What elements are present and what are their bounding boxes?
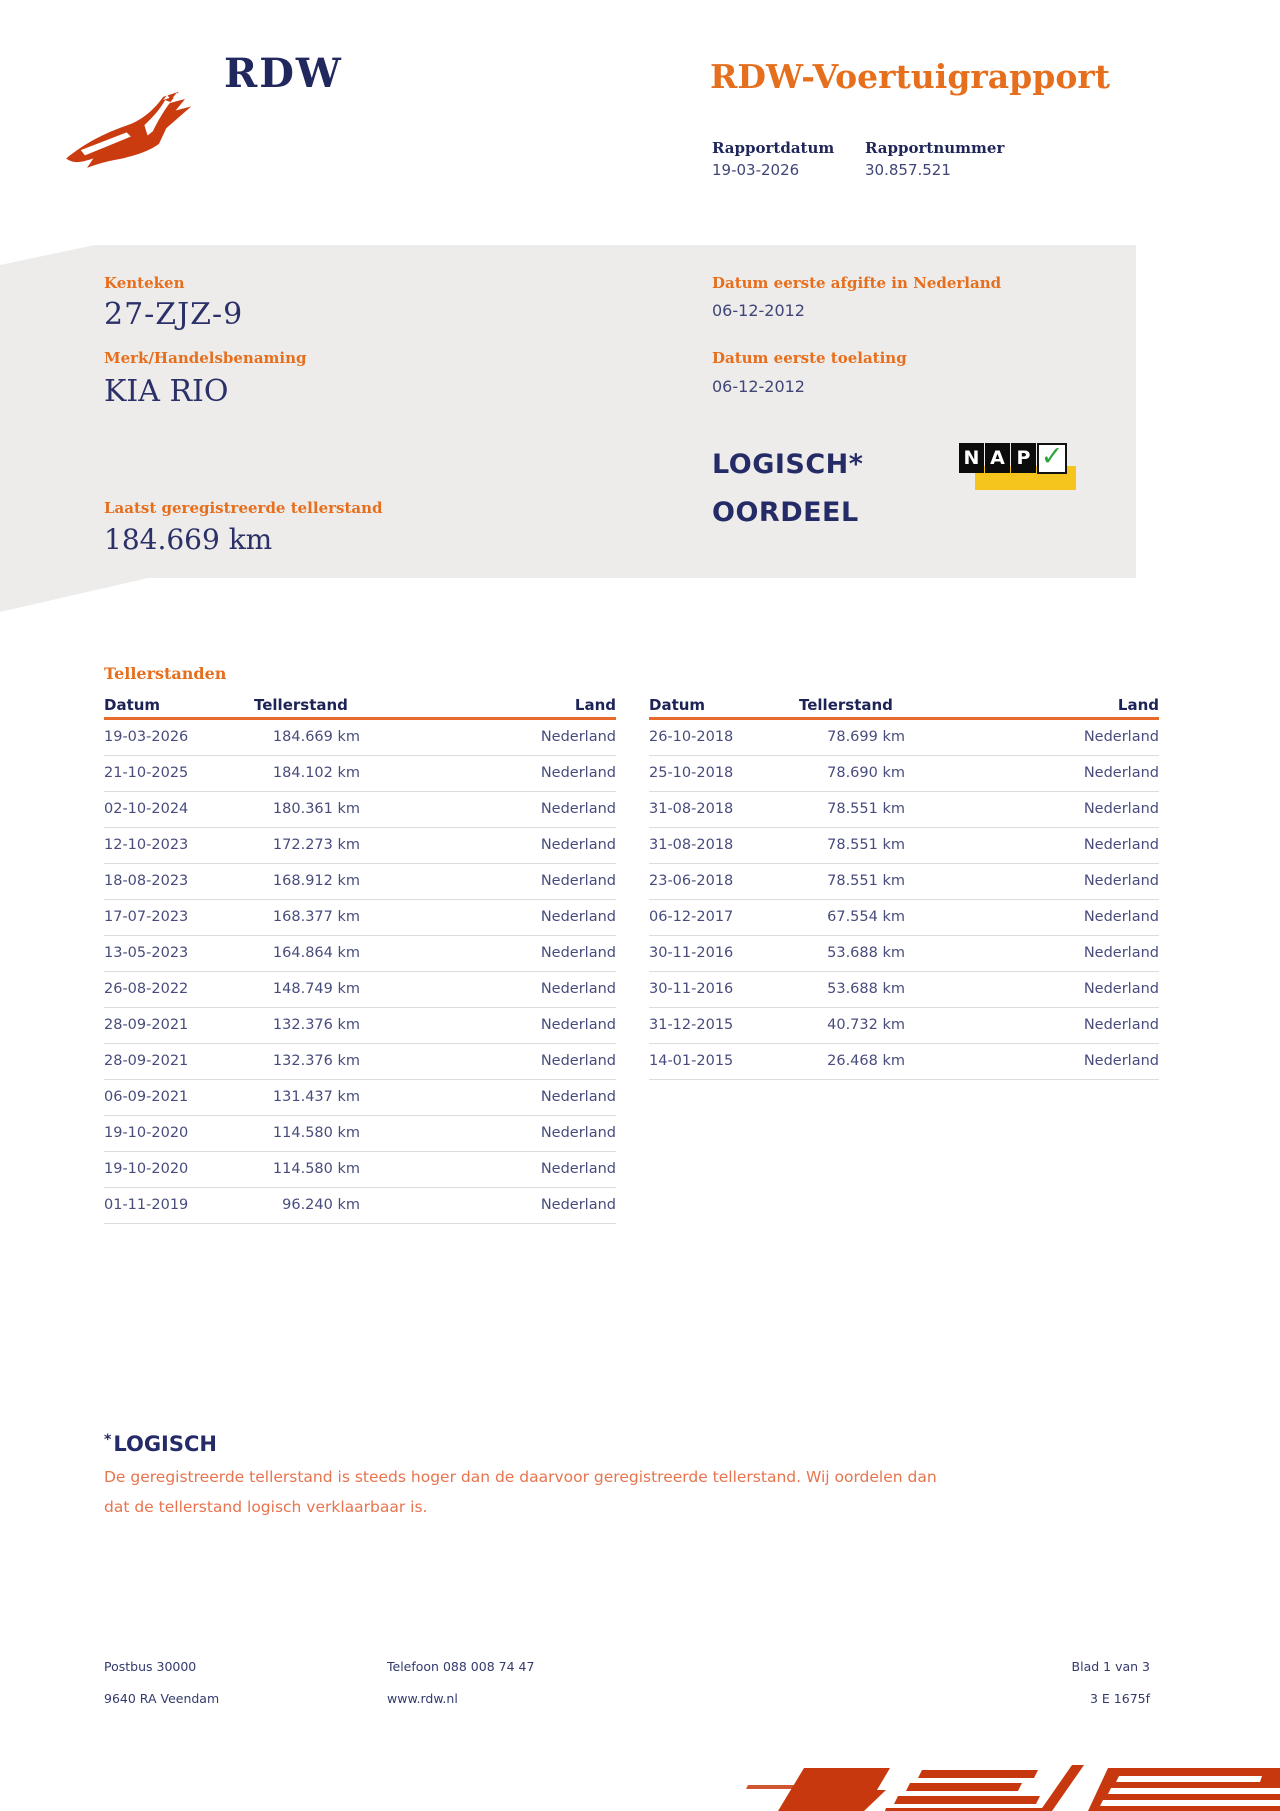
cell-datum: 12-10-2023 — [104, 837, 189, 853]
table-row — [104, 1044, 616, 1080]
column-header-tellerstand: Tellerstand — [254, 696, 348, 714]
logisch-explanation-text: De geregistreerde tellerstand is steeds hoger dan de daarvoor geregistreerde tellerstand. Wij oordelen dan dat de tellerstand logisch verklaarbaar is. — [104, 1468, 937, 1517]
footer-website: www.rdw.nl — [387, 1691, 458, 1706]
cell-tellerstand: 172.273 km — [272, 837, 360, 853]
cell-land: Nederland — [1083, 765, 1159, 781]
cell-datum: 28-09-2021 — [104, 1053, 189, 1069]
table-row — [104, 1152, 616, 1188]
cell-tellerstand: 132.376 km — [272, 1053, 360, 1069]
cell-datum: 19-03-2026 — [104, 729, 189, 745]
cell-datum: 26-10-2018 — [649, 729, 734, 745]
cell-tellerstand: 168.912 km — [272, 873, 360, 889]
footer-page-indicator: Blad 1 van 3 — [1071, 1659, 1150, 1674]
rdw-speed-stripes-graphic — [740, 1765, 1280, 1811]
table-row — [104, 972, 616, 1008]
logisch-heading — [104, 1432, 217, 1456]
toelating-label: Datum eerste toelating — [712, 349, 907, 367]
cell-land: Nederland — [1083, 1017, 1159, 1033]
cell-tellerstand: 53.688 km — [827, 981, 905, 997]
table-row — [104, 756, 616, 792]
cell-tellerstand: 96.240 km — [282, 1197, 360, 1213]
table-row — [104, 1116, 616, 1152]
report-number-value: 30.857.521 — [865, 161, 951, 179]
table-row — [104, 720, 616, 756]
cell-tellerstand: 131.437 km — [272, 1089, 360, 1105]
table-row — [104, 792, 616, 828]
toelating-value: 06-12-2012 — [712, 377, 805, 396]
nap-letter-p: P — [1011, 443, 1036, 473]
footer-form-code: 3 E 1675f — [1089, 1691, 1150, 1706]
cell-datum: 17-07-2023 — [104, 909, 189, 925]
cell-land: Nederland — [540, 981, 616, 997]
table-row — [104, 936, 616, 972]
table-row — [649, 900, 1159, 936]
table-row — [649, 864, 1159, 900]
table-row — [649, 1008, 1159, 1044]
cell-datum: 26-08-2022 — [104, 981, 189, 997]
table-row — [649, 828, 1159, 864]
cell-land: Nederland — [540, 765, 616, 781]
cell-datum: 30-11-2016 — [649, 981, 734, 997]
kenteken-value: 27-ZJZ-9 — [104, 297, 244, 332]
cell-land: Nederland — [540, 801, 616, 817]
cell-datum: 28-09-2021 — [104, 1017, 189, 1033]
cell-land: Nederland — [540, 1125, 616, 1141]
cell-tellerstand: 180.361 km — [272, 801, 360, 817]
table-row — [104, 1080, 616, 1116]
cell-land: Nederland — [540, 1197, 616, 1213]
cell-datum: 25-10-2018 — [649, 765, 734, 781]
cell-land: Nederland — [540, 837, 616, 853]
cell-land: Nederland — [540, 1017, 616, 1033]
rdw-logo-text: RDW — [224, 50, 343, 97]
table-body-left — [104, 720, 616, 1224]
cell-datum: 02-10-2024 — [104, 801, 189, 817]
cell-land: Nederland — [540, 909, 616, 925]
footer-address-line1: Postbus 30000 — [104, 1659, 197, 1674]
column-header-datum: Datum — [104, 696, 161, 714]
page-title: RDW-Voertuigrapport — [710, 57, 1110, 96]
table-row — [104, 1188, 616, 1224]
oordeel-line2: OORDEEL — [712, 497, 859, 528]
cell-tellerstand: 168.377 km — [272, 909, 360, 925]
cell-land: Nederland — [540, 945, 616, 961]
tellerstanden-table-right — [649, 696, 1159, 1080]
cell-tellerstand: 114.580 km — [272, 1161, 360, 1177]
cell-tellerstand: 78.551 km — [827, 801, 905, 817]
nap-letter-a: A — [985, 443, 1010, 473]
cell-tellerstand: 78.551 km — [827, 873, 905, 889]
tellerstanden-heading: Tellerstanden — [104, 664, 227, 683]
cell-land: Nederland — [540, 873, 616, 889]
cell-datum: 13-05-2023 — [104, 945, 189, 961]
cell-datum: 31-08-2018 — [649, 801, 734, 817]
kenteken-label: Kenteken — [104, 274, 185, 292]
cell-tellerstand: 184.669 km — [272, 729, 360, 745]
table-row — [104, 828, 616, 864]
logisch-heading-text: LOGISCH — [113, 1432, 217, 1456]
table-row — [649, 936, 1159, 972]
asterisk-mark: * — [104, 1432, 112, 1448]
cell-land: Nederland — [1083, 1053, 1159, 1069]
cell-datum: 19-10-2020 — [104, 1125, 189, 1141]
cell-tellerstand: 132.376 km — [272, 1017, 360, 1033]
cell-datum: 30-11-2016 — [649, 945, 734, 961]
cell-tellerstand: 53.688 km — [827, 945, 905, 961]
table-header-row — [104, 696, 616, 720]
cell-land: Nederland — [540, 1053, 616, 1069]
cell-datum: 19-10-2020 — [104, 1161, 189, 1177]
cell-datum: 18-08-2023 — [104, 873, 189, 889]
table-row — [104, 900, 616, 936]
cell-tellerstand: 40.732 km — [827, 1017, 905, 1033]
cell-tellerstand: 26.468 km — [827, 1053, 905, 1069]
table-row — [649, 720, 1159, 756]
cell-tellerstand: 114.580 km — [272, 1125, 360, 1141]
cell-tellerstand: 67.554 km — [827, 909, 905, 925]
cell-datum: 21-10-2025 — [104, 765, 189, 781]
cell-tellerstand: 148.749 km — [272, 981, 360, 997]
tellerstanden-table-left — [104, 696, 616, 1224]
merk-label: Merk/Handelsbenaming — [104, 349, 307, 367]
footer-phone: Telefoon 088 008 74 47 — [387, 1659, 535, 1674]
column-header-tellerstand: Tellerstand — [799, 696, 893, 714]
cell-tellerstand: 78.690 km — [827, 765, 905, 781]
cell-datum: 06-12-2017 — [649, 909, 734, 925]
cell-land: Nederland — [1083, 981, 1159, 997]
cell-land: Nederland — [1083, 837, 1159, 853]
footer-address-line2: 9640 RA Veendam — [104, 1691, 220, 1706]
cell-datum: 06-09-2021 — [104, 1089, 189, 1105]
cell-datum: 31-12-2015 — [649, 1017, 734, 1033]
report-number-label: Rapportnummer — [865, 139, 1005, 157]
cell-tellerstand: 164.864 km — [272, 945, 360, 961]
cell-land: Nederland — [1083, 873, 1159, 889]
cell-land: Nederland — [540, 1089, 616, 1105]
report-date-value: 19-03-2026 — [712, 161, 800, 179]
column-header-datum: Datum — [649, 696, 706, 714]
table-header-row — [649, 696, 1159, 720]
report-date-label: Rapportdatum — [712, 139, 835, 157]
cell-tellerstand: 78.699 km — [827, 729, 905, 745]
laatste-tellerstand-value: 184.669 km — [104, 523, 273, 556]
table-body-right — [649, 720, 1159, 1080]
table-row — [649, 1044, 1159, 1080]
cell-land: Nederland — [1083, 729, 1159, 745]
cell-tellerstand: 78.551 km — [827, 837, 905, 853]
oordeel-line1: LOGISCH* — [712, 449, 864, 480]
table-row — [104, 864, 616, 900]
column-header-land: Land — [574, 696, 616, 714]
merk-value: KIA RIO — [104, 374, 229, 409]
cell-land: Nederland — [540, 729, 616, 745]
cell-land: Nederland — [1083, 945, 1159, 961]
table-row — [649, 792, 1159, 828]
column-header-land: Land — [1117, 696, 1159, 714]
afgifte-label: Datum eerste afgifte in Nederland — [712, 274, 1002, 292]
cell-land: Nederland — [1083, 801, 1159, 817]
cell-datum: 31-08-2018 — [649, 837, 734, 853]
cell-tellerstand: 184.102 km — [272, 765, 360, 781]
nap-logo — [959, 443, 1079, 493]
nap-letter-n: N — [959, 443, 984, 473]
cell-datum: 23-06-2018 — [649, 873, 734, 889]
table-row — [649, 972, 1159, 1008]
table-row — [649, 756, 1159, 792]
rdw-flame-icon — [62, 78, 208, 168]
cell-land: Nederland — [540, 1161, 616, 1177]
cell-datum: 01-11-2019 — [104, 1197, 189, 1213]
laatste-tellerstand-label: Laatst geregistreerde tellerstand — [104, 499, 383, 517]
cell-land: Nederland — [1083, 909, 1159, 925]
table-row — [104, 1008, 616, 1044]
afgifte-value: 06-12-2012 — [712, 301, 805, 320]
cell-datum: 14-01-2015 — [649, 1053, 734, 1069]
nap-checkmark-icon: ✓ — [1037, 443, 1067, 474]
